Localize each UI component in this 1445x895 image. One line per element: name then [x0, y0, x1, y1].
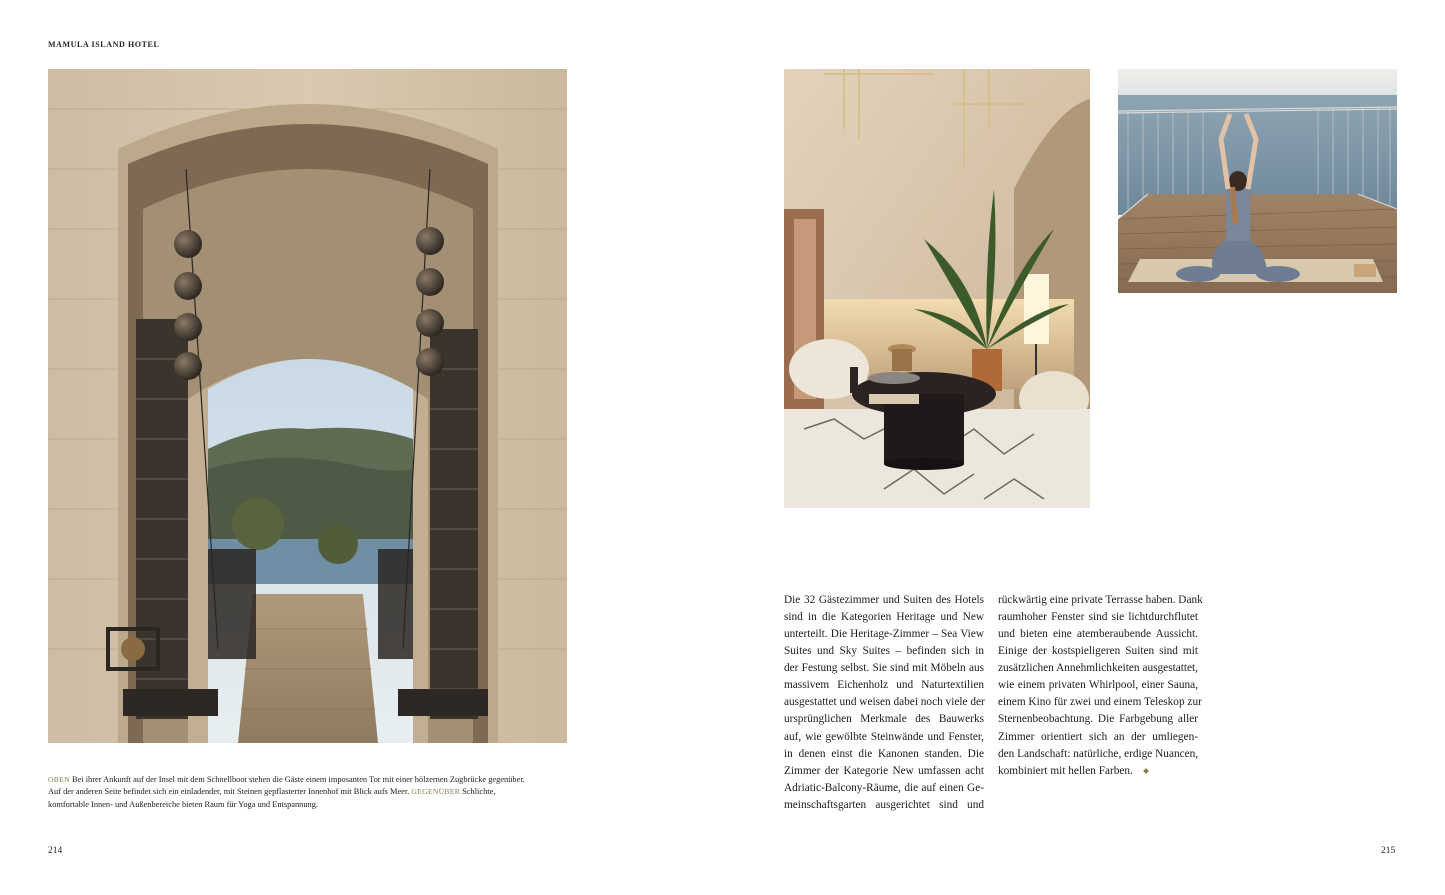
- body-line: auf, wie gewölbte Steinwände und Fenster,: [784, 730, 984, 743]
- body-line: Zimmer der Kategorie New umfassen acht: [784, 764, 984, 777]
- body-line: raumhoher Fenster sind sie lichtdurchflutet: [998, 611, 1198, 624]
- body-line: rückwärtig eine private Terrasse haben. Dank: [998, 594, 1203, 606]
- caption-label-opposite: GEGENÜBER: [411, 787, 461, 797]
- yoga-terrace-photo: [1118, 69, 1397, 293]
- end-mark-icon: [1143, 768, 1149, 774]
- body-line: den Landschaft: natürliche, erdige Nuancen,: [998, 747, 1199, 760]
- body-line: ausgestattet und weisen dabei noch viele der: [784, 696, 985, 709]
- body-line: unterteilt. Die Heritage-Zimmer – Sea View: [784, 628, 984, 641]
- body-line: Suites und Sky Suites – befinden sich in: [784, 645, 984, 658]
- body-line: und bieten eine atemberaubende Aussicht.: [998, 628, 1198, 641]
- running-head: MAMULA ISLAND HOTEL: [48, 40, 160, 49]
- body-line: ursprünglichen Merkmale des Bauwerks: [784, 713, 984, 726]
- body-line: Die 32 Gästezimmer und Suiten des Hotels: [784, 594, 984, 606]
- page-number-left: 214: [48, 846, 63, 856]
- arched-stone-gate-photo: [48, 69, 567, 743]
- body-line: zusätzlichen Annehmlichkeiten ausgestattet,: [998, 662, 1198, 675]
- page-number-right: 215: [1381, 846, 1396, 856]
- body-line: Adriatic-Balcony-Räume, die auf einen Ge-: [784, 781, 984, 794]
- body-line: wie einem privaten Whirlpool, einer Sauna,: [998, 679, 1198, 692]
- caption-text-top: Bei ihrer Ankunft auf der Insel mit dem Schnellboot stehen die Gäste einem imposanten Tor mit einer hölzernen Zugbrücke gegenüber. Auf der anderen Seite befindet sich ein einladender, mit Steinen gepflasterter Innenhof mit Blick aufs Meer.: [48, 775, 525, 797]
- body-line: Zimmer orientiert sich an der umliegen-: [998, 730, 1198, 743]
- body-line-last-text: kombiniert mit hellen Farben.: [998, 764, 1133, 777]
- body-line: einem Kino für zwei und einem Teleskop zur: [998, 696, 1202, 709]
- body-line: massivem Eichenholz und Naturtextilien: [784, 679, 984, 692]
- hotel-lounge-photo: [784, 69, 1090, 508]
- body-text-column-left: [784, 592, 984, 814]
- caption-text-opposite: Schlichte, komfortable Innen- und Außenbereiche bieten Raum für Yoga und Entspannung.: [48, 787, 496, 809]
- body-line: meinschaftsgarten ausgerichtet sind und: [784, 798, 984, 811]
- body-line-last: [998, 763, 1198, 780]
- photo-caption: [48, 774, 528, 811]
- body-line: der Festung selbst. Sie sind mit Möbeln aus: [784, 662, 984, 675]
- body-line: Einige der kostspieligeren Suiten sind mit: [998, 645, 1198, 658]
- caption-label-top: OBEN: [48, 775, 70, 784]
- body-line: sind in die Kategorien Heritage und New: [784, 611, 984, 624]
- body-line: in denen einst die Kanonen standen. Die: [784, 747, 984, 760]
- body-text-column-right: [998, 592, 1203, 780]
- body-line: Sternenbeobachtung. Die Farbgebung aller: [998, 713, 1198, 726]
